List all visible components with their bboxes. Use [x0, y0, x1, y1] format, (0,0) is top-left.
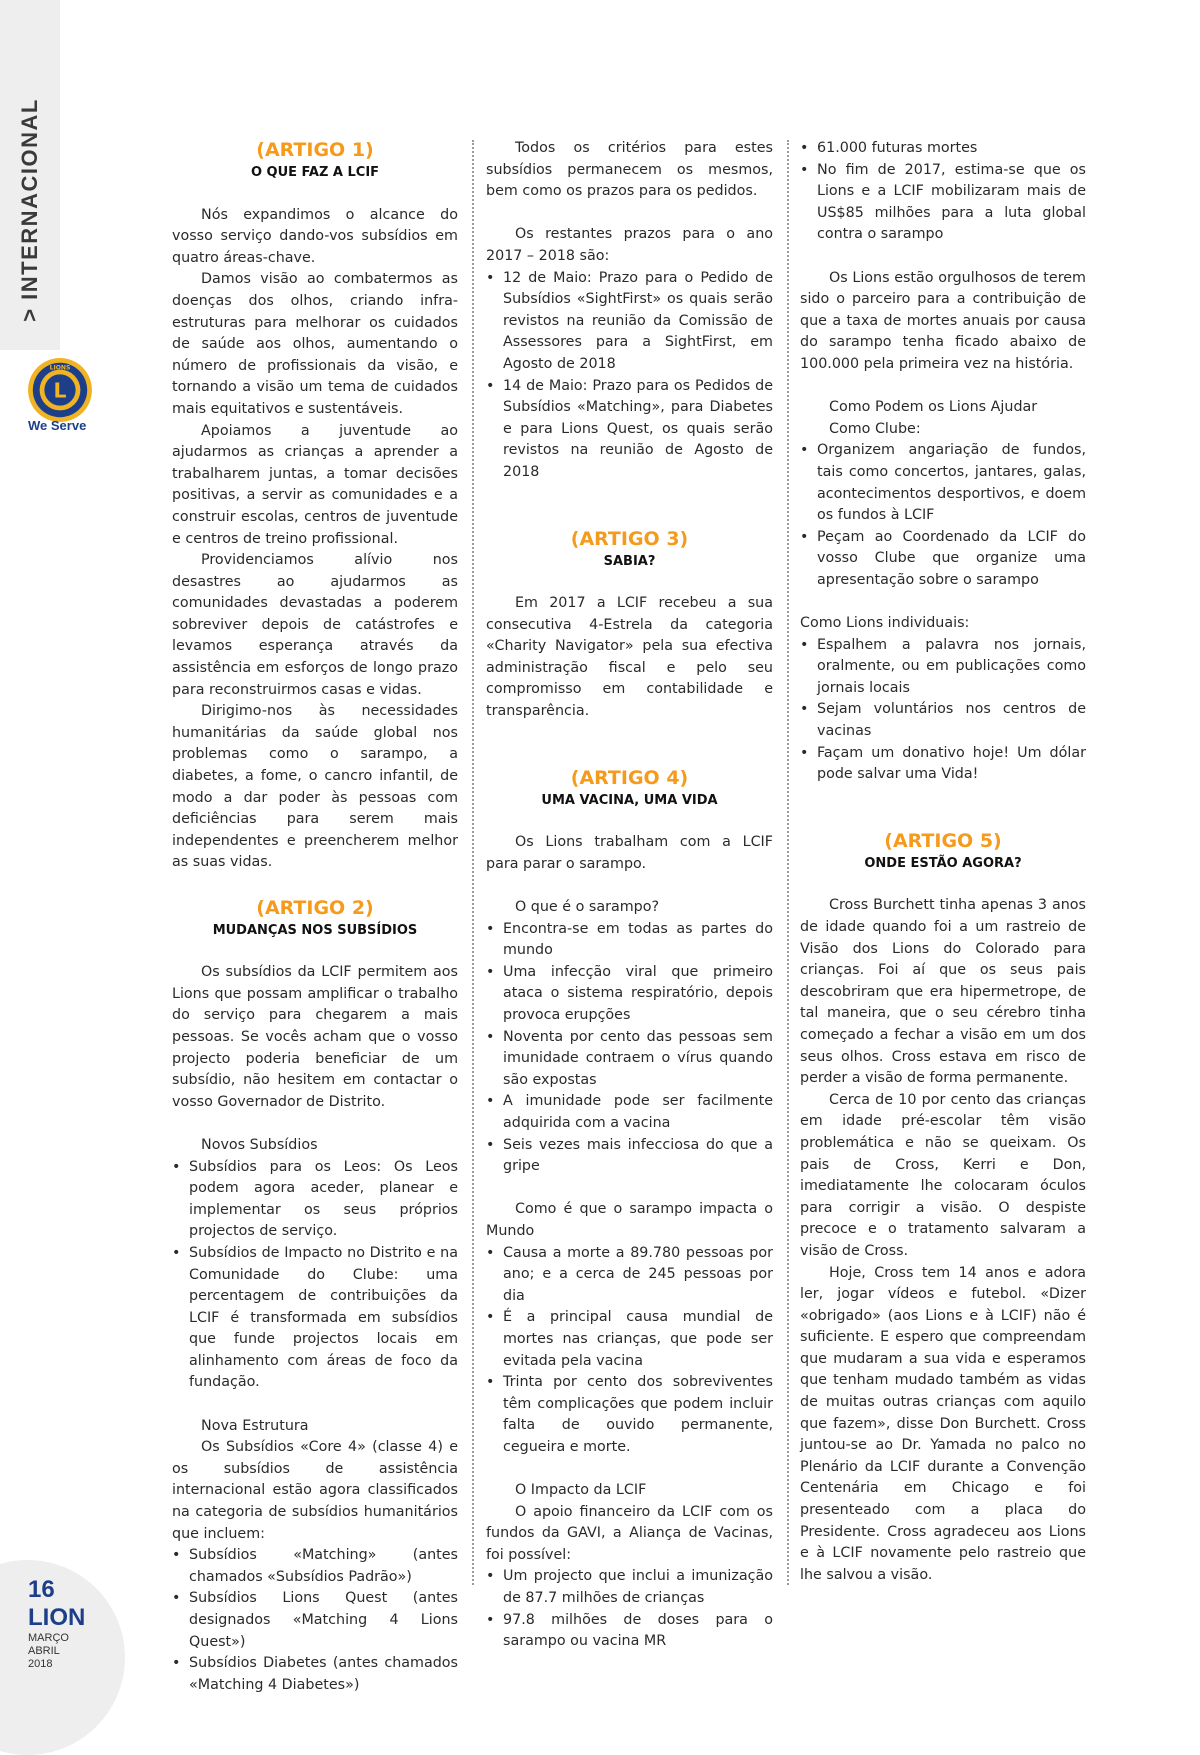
article-5-heading: (ARTIGO 5) — [884, 829, 1002, 852]
paragraph: Hoje, Cross tem 14 anos e adora ler, jogar vídeos e futebol. «Dizer «obrigado» (aos Lions e à LCIF) não é suficiente. E espero que compreendam que mudaram a sua vida e esperamos que tenham mudado também as vidas de muitas outras crianças com aquilo que fazem», disse Don Burchett. Cross juntou-se ao Dr. Yamada no palco no Plenário da LCIF durante a Convenção Centenária em Chicago e foi presenteado com a placa do Presidente. Cross agradeceu aos Lions e à LCIF novamente pelo rastreio que lhe salvou a visão. — [800, 1264, 1086, 1583]
article-3-heading: (ARTIGO 3) — [570, 527, 689, 550]
paragraph: Os subsídios da LCIF permitem aos Lions que possam amplificar o trabalho do serviço para chegarem a mais pessoas. Se vocês acham que o vosso projecto poderia beneficiar de um subsídio, não hesitem em contactar o vosso Governador de Distrito. — [172, 964, 458, 1110]
magazine-name: LION — [28, 1604, 86, 1631]
list-item: • Façam um donativo hoje! Um dólar pode salvar uma Vida! — [800, 743, 1086, 786]
article-3-subtitle: SABIA? — [603, 553, 656, 569]
column-divider-2 — [787, 140, 789, 1585]
list-item: • Uma infecção viral que primeiro ataca o sistema respiratório, depois provoca erupções — [486, 962, 773, 1027]
list-item: • Peçam ao Coordenado da LCIF do vosso Clube que organize uma apresentação sobre o sarampo — [800, 527, 1086, 592]
issue-month-1: MARÇO — [28, 1632, 69, 1644]
list-item: • Sejam voluntários nos centros de vacinas — [800, 699, 1086, 742]
subheading: Como é que o sarampo impacta o Mundo — [486, 1201, 773, 1239]
article-2-subtitle: MUDANÇAS NOS SUBSÍDIOS — [212, 922, 418, 938]
paragraph: Damos visão ao combatermos as doenças dos olhos, criando infra-estruturas para melhorar os cuidados de saúde aos olhos, aumentando o número de profissionais da visão, e tornando a visão um tema de cuidados mais equitativos e sustentáveis. — [172, 271, 458, 417]
list-item: • 12 de Maio: Prazo para o Pedido de Subsídios «SightFirst» os quais serão revistos na reunião da Comissão de Assessores para a SightFirst, em Agosto de 2018 — [486, 268, 773, 376]
list-item: • Seis vezes mais infecciosa do que a gripe — [486, 1135, 773, 1178]
subheading: Nova Estrutura — [201, 1417, 309, 1434]
list-item: • Espalhem a palavra nos jornais, oralmente, ou em publicações como jornais locais — [800, 635, 1086, 700]
svg-text:LIONS: LIONS — [49, 364, 71, 372]
issue-month-2: ABRIL — [28, 1645, 60, 1657]
list-item: • 14 de Maio: Prazo para os Pedidos de Subsídios «Matching», para Diabetes e para Lions Quest, os quais serão revistos na reunião de Agosto de 2018 — [486, 376, 773, 484]
article-4-heading: (ARTIGO 4) — [570, 766, 689, 789]
list-item: • 97.8 milhões de doses para o sarampo ou vacina MR — [486, 1610, 773, 1653]
paragraph: Apoiamos a juventude ao ajudarmos as crianças a aprender a trabalharem juntas, a tomar decisões positivas, a servir as comunidades e a construir escolas, centros de juventude e centros de treino profissional. — [172, 422, 458, 547]
issue-year: 2018 — [28, 1658, 53, 1670]
list-item: • Subsídios de Impacto no Distrito e na Comunidade do Clube: uma percentagem de contribuições da LCIF é transformada em subsídios que funde projectos locais em alinhamento com áreas de foco da fundação. — [172, 1243, 458, 1394]
list-item: • Subsídios «Matching» (antes chamados «Subsídios Padrão») — [172, 1545, 458, 1588]
list-item: • Causa a morte a 89.780 pessoas por ano; e a cerca de 245 pessoas por dia — [486, 1243, 773, 1308]
lions-logo-icon — [26, 356, 94, 424]
subheading: Como Podem os Lions Ajudar — [829, 399, 1038, 416]
paragraph: Os restantes prazos para o ano 2017 – 2018 são: — [486, 226, 773, 264]
list-item: • Subsídios Lions Quest (antes designados «Matching 4 Lions Quest») — [172, 1588, 458, 1653]
list-item: • É a principal causa mundial de mortes nas crianças, que pode ser evitada pela vacina — [486, 1307, 773, 1372]
paragraph: Os Lions estão orgulhosos de terem sido o parceiro para a contribuição de que a taxa de mortes anuais por causa do sarampo tenha ficado abaixo de 100.000 pela primeira vez na história. — [800, 269, 1086, 372]
list-item: • Encontra-se em todas as partes do mundo — [486, 919, 773, 962]
issue-date — [28, 1632, 69, 1671]
subheading: Como Lions individuais: — [800, 615, 970, 632]
column-1 — [172, 138, 458, 1696]
subheading: O Impacto da LCIF — [515, 1482, 647, 1499]
article-5-subtitle: ONDE ESTÃO AGORA? — [864, 855, 1022, 871]
subheading: O que é o sarampo? — [515, 899, 660, 916]
paragraph: Cross Burchett tinha apenas 3 anos de idade quando foi a um rastreio de Visão dos Lions do Colorado para crianças. Foi aí que os seus pais descobriram que era hipermetrope, de tal maneira, que o seu cérebro tinha começado a fechar a visão em um dos seus olhos. Cross estava em risco de perder a visão de forma permanente. — [800, 897, 1086, 1087]
subheading: Novos Subsídios — [201, 1136, 318, 1153]
column-3 — [800, 138, 1086, 1586]
paragraph: Em 2017 a LCIF recebeu a sua consecutiva 4-Estrela da categoria «Charity Navigator» pela sua efectiva administração fiscal e pelo seu compromisso em contabilidade e transparência. — [486, 595, 773, 720]
list-item: • Noventa por cento das pessoas sem imunidade contraem o vírus quando são expostas — [486, 1027, 773, 1092]
paragraph: Nós expandimos o alcance do vosso serviço dando-vos subsídios em quatro áreas-chave. — [172, 206, 458, 266]
column-divider-1 — [472, 140, 474, 1585]
paragraph: Os Lions trabalham com a LCIF para parar o sarampo. — [486, 834, 773, 872]
list-item: • 61.000 futuras mortes — [800, 138, 1086, 160]
page-number: 16 — [28, 1576, 55, 1603]
motto: We Serve — [28, 418, 87, 433]
article-1-subtitle: O QUE FAZ A LCIF — [250, 165, 380, 180]
paragraph: Cerca de 10 por cento das crianças em idade pré-escolar têm visão problemática e não se queixam. Os pais de Cross, Kerri e Don, imediatamente lhe colocaram óculos para corrigir a visão. O despiste precoce e o tratamento salvaram a visão de Cross. — [800, 1091, 1086, 1259]
paragraph: Dirigimo-nos às necessidades humanitárias da saúde global nos problemas como o sarampo, a diabetes, a fome, o cancro infantil, de modo a dar poder às pessoas com deficiências para serem mais independentes e preencherem melhor as suas vidas. — [172, 703, 458, 871]
paragraph: Providenciamos alívio nos desastres ao ajudarmos as comunidades devastadas a poderem sobreviver depois de catástrofes e levamos esperança através da assistência em esforços de longo prazo para reconstruirmos casas e vidas. — [172, 552, 458, 698]
article-4-subtitle: UMA VACINA, UMA VIDA — [541, 792, 718, 808]
list-item: • Trinta por cento dos sobreviventes têm complicações que podem incluir falta de ouvido permanente, cegueira e morte. — [486, 1372, 773, 1458]
section-label: > INTERNACIONAL — [17, 98, 42, 322]
article-2-heading: (ARTIGO 2) — [256, 896, 374, 919]
list-item: • Um projecto que inclui a imunização de 87.7 milhões de crianças — [486, 1566, 773, 1609]
paragraph: Todos os critérios para estes subsídios permanecem os mesmos, bem como os prazos para os pedidos. — [486, 140, 773, 200]
article-1-heading: (ARTIGO 1) — [256, 139, 374, 161]
subheading: Como Clube: — [829, 420, 921, 437]
paragraph: O apoio financeiro da LCIF com os fundos da GAVI, a Aliança de Vacinas, foi possível: — [486, 1503, 773, 1563]
list-item: • Organizem angariação de fundos, tais como concertos, jantares, galas, acontecimentos desportivos, e doem os fundos à LCIF — [800, 440, 1086, 526]
column-2 — [486, 138, 773, 1653]
svg-text:L: L — [53, 378, 67, 403]
list-item: • Subsídios para os Leos: Os Leos podem agora aceder, planear e implementar os seus próprios projectos de serviço. — [172, 1157, 458, 1243]
paragraph: Os Subsídios «Core 4» (classe 4) e os subsídios de assistência internacional estão agora classificados na categoria de subsídios humanitários que incluem: — [172, 1439, 458, 1542]
list-item: • A imunidade pode ser facilmente adquirida com a vacina — [486, 1091, 773, 1134]
list-item: • Subsídios Diabetes (antes chamados «Matching 4 Diabetes») — [172, 1653, 458, 1696]
list-item: • No fim de 2017, estima-se que os Lions e a LCIF mobilizaram mais de US$85 milhões para a luta global contra o sarampo — [800, 160, 1086, 246]
